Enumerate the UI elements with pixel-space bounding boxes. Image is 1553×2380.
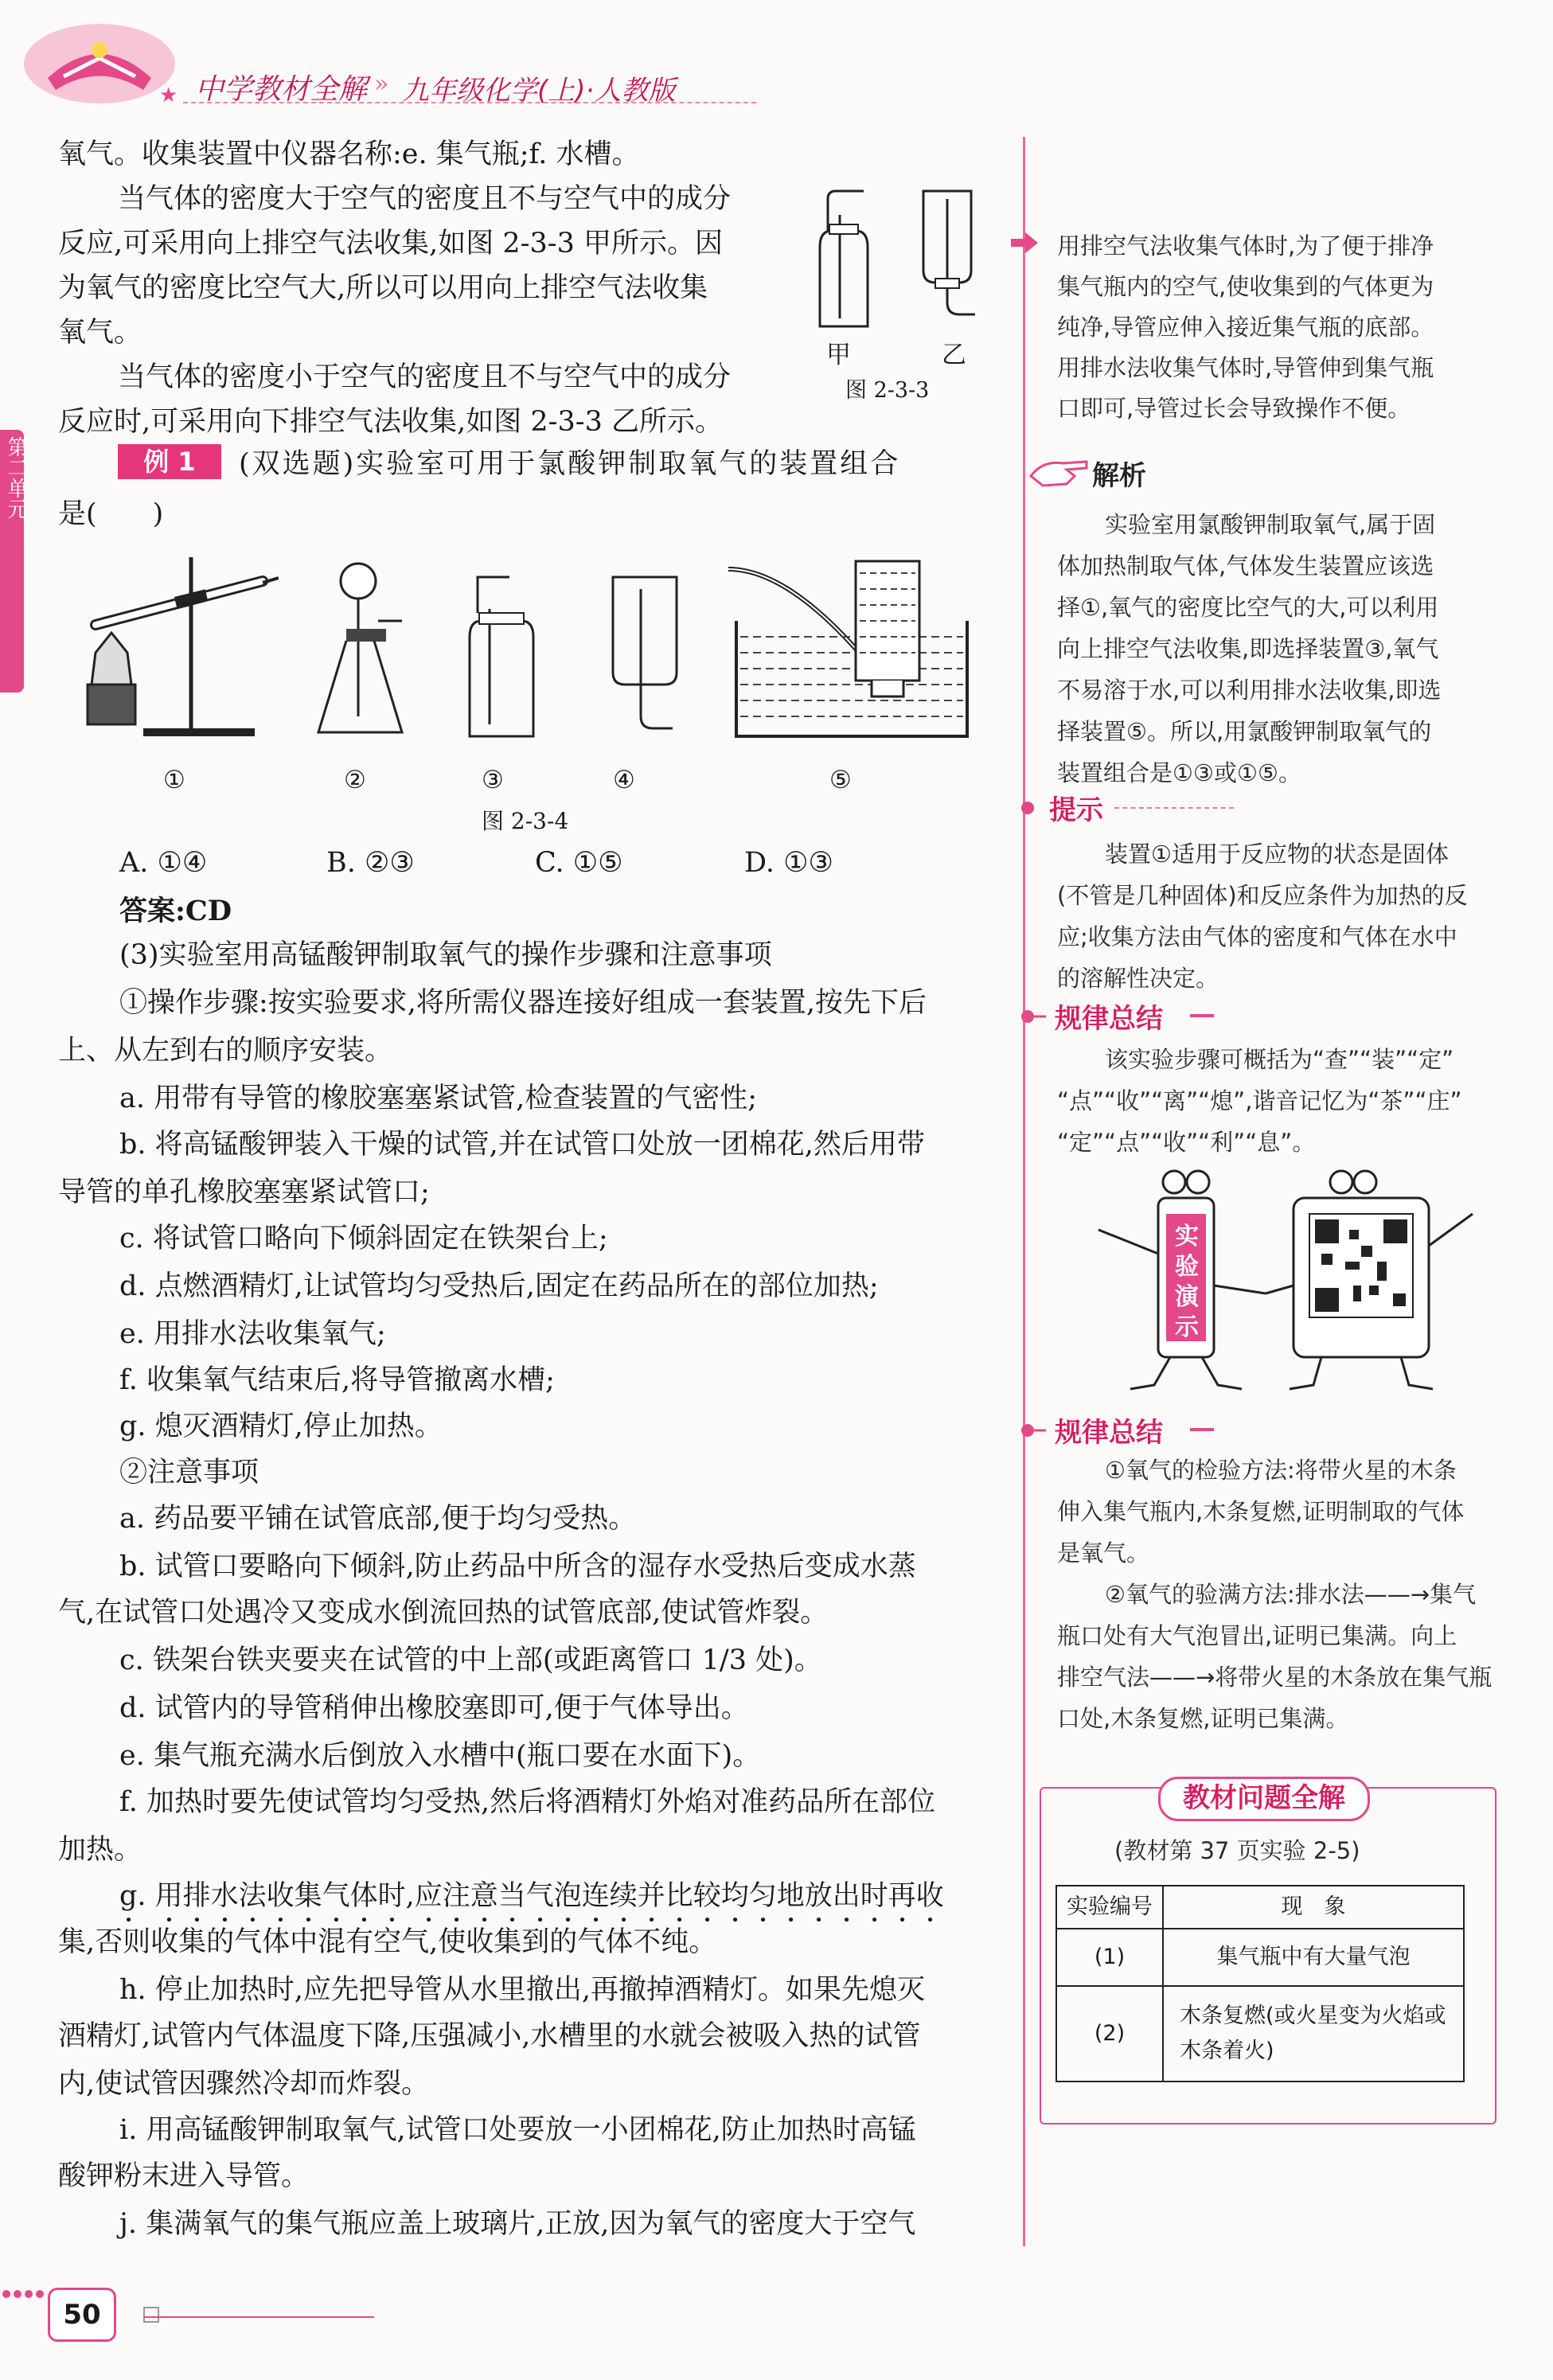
option-b: B. ②③ [326,847,415,879]
paragraph-line: 内,使试管因骤然冷却而炸裂。 [58,2068,430,2100]
table-cell: (2) [1056,1986,1163,2082]
figure-label-a: 甲 [826,341,851,369]
rule-line: 瓶口处有大气泡冒出,证明已集满。向上 [1057,1622,1457,1649]
subsection-heading: ②注意事项 [119,1457,259,1488]
note-item: a. 药品要平铺在试管底部,便于均匀受热。 [119,1503,637,1535]
side-note-line: 集气瓶内的空气,使收集到的气体更为 [1057,273,1434,300]
paragraph-line: 酸钾粉末进入导管。 [58,2160,310,2192]
note-item: g. 用排水法收集气体时,应注意当气泡连续并比较均匀地放出时再收 [119,1880,944,1912]
side-note-line: 口即可,导管过长会导致操作不便。 [1057,395,1411,422]
book-title: 中学教材全解 [195,73,368,106]
apparatus-label-5: ⑤ [829,766,852,794]
example-question: (双选题)实验室可用于氯酸钾制取氧气的装置组合 [239,448,901,480]
book-logo-icon [16,14,183,110]
rule-title: 规律总结 [1055,1003,1163,1035]
analysis-line: 不易溶于水,可以利用排水法收集,即选 [1057,677,1442,704]
rule-line: 该实验步骤可概括为“查”“装”“定” [1105,1046,1454,1073]
table-cell: (1) [1056,1929,1163,1986]
option-a: A. ①④ [119,847,208,879]
apparatus-label-1: ① [163,766,185,794]
gas-bottle-downward-icon [605,569,685,740]
figure-caption: 图 2-3-4 [482,808,569,834]
gas-bottle-upward-icon [462,565,549,740]
experiment-table [1055,1885,1465,2082]
example-tag: 例 1 [118,444,221,479]
downward-collection-bottle-icon [911,183,983,326]
bullet-icon [1016,1005,1048,1028]
rule-line: “定”“点”“收”“利”“息”。 [1057,1129,1316,1156]
rule-line: 口处,木条复燃,证明已集满。 [1057,1705,1349,1732]
paragraph-line: 为氧气的密度比空气大,所以可以用向上排空气法收集 [58,272,708,304]
paragraph-line: ①操作步骤:按实验要求,将所需仪器连接好组成一套装置,按先下后 [119,987,927,1019]
analysis-line: 体加热制取气体,气体发生装置应该选 [1057,552,1434,579]
arrow-right-icon [1009,231,1041,255]
page-header [0,0,1553,119]
paragraph-line: 气,在试管口处遇冷又变成水倒流回热的试管底部,使试管炸裂。 [58,1597,829,1629]
step-item: e. 用排水法收集氧气; [119,1318,386,1350]
paragraph-line: 上、从左到右的顺序安装。 [58,1035,393,1067]
upward-collection-bottle-icon [804,183,884,334]
bullet-icon [1016,1418,1048,1442]
step-item: d. 点燃酒精灯,让试管均匀受热后,固定在药品所在的部位加热; [119,1270,879,1302]
rule-line: ①氧气的检验方法:将带火星的木条 [1105,1457,1457,1484]
footer-line [143,2316,374,2318]
heading-dash [1114,807,1234,809]
tip-line: 的溶解性决定。 [1057,965,1219,992]
figure-caption: 图 2-3-3 [845,378,930,403]
footer-square-icon [143,2307,159,2323]
bullet-icon [1016,796,1040,820]
table-header: 现 象 [1163,1886,1464,1929]
apparatus-label-4: ④ [613,766,635,794]
step-item: c. 将试管口略向下倾斜固定在铁架台上; [119,1223,608,1254]
apparatus-label-3: ③ [482,766,504,794]
note-item: i. 用高锰酸钾制取氧气,试管口处要放一小团棉花,防止加热时高锰 [119,2114,916,2146]
rule-line: ②氧气的验满方法:排水法——→集气 [1105,1581,1477,1608]
note-item: j. 集满氧气的集气瓶应盖上玻璃片,正放,因为氧气的密度大于空气 [119,2208,916,2240]
rule-line: 伸入集气瓶内,木条复燃,证明制取的气体 [1057,1498,1465,1525]
side-note-line: 用排水法收集气体时,导管伸到集气瓶 [1057,354,1434,381]
answer: 答案:CD [119,895,232,927]
analysis-line: 择①,氧气的密度比空气的大,可以利用 [1057,594,1439,621]
page-number: 50 [48,2288,116,2342]
textbook-qa-subtitle: (教材第 37 页实验 2-5) [1114,1837,1360,1864]
rule-title: 规律总结 [1055,1417,1163,1449]
table-row [1056,1929,1464,1986]
note-item: d. 试管内的导管稍伸出橡胶塞即可,便于气体导出。 [119,1692,749,1724]
table-header-row [1056,1886,1464,1929]
note-item: b. 试管口要略向下倾斜,防止药品中所含的湿存水受热后变成水蒸 [119,1551,916,1582]
option-d: D. ①③ [744,847,833,879]
analysis-line: 实验室用氯酸钾制取氧气,属于固 [1105,511,1436,538]
apparatus-label-2: ② [344,766,366,794]
paragraph-line: 当气体的密度大于空气的密度且不与空气中的成分 [118,183,732,215]
chevron-right-icon: » [374,70,389,98]
paragraph-line: 氧气。 [58,317,142,349]
rule-line: 是氧气。 [1057,1539,1150,1567]
side-note-line: 用排空气法收集气体时,为了便于排净 [1057,232,1434,259]
pointing-hand-icon [1027,452,1091,492]
paragraph-line: 酒精灯,试管内气体温度下降,压强减小,水槽里的水就会被吸入热的试管 [58,2020,921,2052]
heading-dash [1190,1428,1214,1431]
paragraph-line: 氧气。收集装置中仪器名称:e. 集气瓶;f. 水槽。 [58,139,640,170]
header-divider [183,102,756,103]
table-row [1056,1986,1464,2082]
note-item: e. 集气瓶充满水后倒放入水槽中(瓶口要在水面下)。 [119,1740,761,1772]
paragraph-line: 当气体的密度小于空气的密度且不与空气中的成分 [118,361,732,393]
section-heading: (3)实验室用高锰酸钾制取氧气的操作步骤和注意事项 [119,939,772,971]
table-cell: 集气瓶中有大量气泡 [1163,1929,1464,1986]
tip-line: 装置①适用于反应物的状态是固体 [1105,841,1449,868]
table-header: 实验编号 [1056,1886,1163,1929]
flask-funnel-apparatus-icon [314,557,418,748]
note-item: h. 停止加热时,应先把导管从水里撤出,再撤掉酒精灯。如果先熄灭 [119,1974,926,2006]
heating-apparatus-icon [56,549,279,748]
paragraph-line: 反应,可采用向上排空气法收集,如图 2-3-3 甲所示。因 [58,228,723,259]
analysis-title: 解析 [1092,460,1146,492]
option-c: C. ①⑤ [535,847,623,879]
note-item: f. 加热时要先使试管均匀受热,然后将酒精灯外焰对准药品所在部位 [119,1786,936,1818]
column-divider [1023,137,1025,2246]
rule-line: 排空气法——→将带火星的木条放在集气瓶 [1057,1664,1493,1691]
svg-text:★: ★ [159,84,178,107]
tip-line: 应;收集方法由气体的密度和气体在水中 [1057,923,1457,950]
book-subtitle: 九年级化学(上)·人教版 [402,75,676,107]
side-note-line: 纯净,导管应伸入接近集气瓶的底部。 [1057,314,1434,341]
table-cell: 木条复燃(或火星变为火焰或木条着火) [1163,1986,1464,2082]
analysis-line: 向上排空气法收集,即选择装置③,氧气 [1057,635,1439,662]
figure-label-b: 乙 [942,341,966,369]
tip-line: (不管是几种固体)和反应条件为加热的反 [1057,882,1468,909]
cartoon-label: 实验演示 [1175,1223,1199,1341]
experiment-demo-cartoon-icon [1083,1166,1496,1397]
water-trough-apparatus-icon [720,549,983,748]
unit-edge-label: 第二单元 [4,436,28,519]
step-item: f. 收集氧气结束后,将导管撤离水槽; [119,1364,555,1396]
heading-dash [1190,1014,1214,1017]
analysis-line: 装置组合是①③或①⑤。 [1057,759,1301,786]
analysis-line: 择装置⑤。所以,用氯酸钾制取氧气的 [1057,718,1432,745]
note-item: c. 铁架台铁夹要夹在试管的中上部(或距离管口 1/3 处)。 [119,1645,822,1676]
paragraph-line: 集,否则收集的气体中混有空气,使收集到的气体不纯。 [58,1926,717,1958]
paragraph-line: 加热。 [58,1834,142,1866]
step-item: a. 用带有导管的橡胶塞塞紧试管,检查装置的气密性; [119,1083,758,1114]
step-item: b. 将高锰酸钾装入干燥的试管,并在试管口处放一团棉花,然后用带 [119,1129,925,1161]
rule-line: “点”“收”“离”“熄”,谐音记忆为“茶”“庄” [1057,1087,1462,1114]
textbook-qa-title: 教材问题全解 [1158,1777,1370,1821]
example-question-end: 是( ) [58,498,164,530]
unit-edge-tab [0,430,28,693]
step-item: g. 熄灭酒精灯,停止加热。 [119,1410,443,1442]
paragraph-line: 反应时,可采用向下排空气法收集,如图 2-3-3 乙所示。 [58,406,723,438]
tip-title: 提示 [1049,794,1103,826]
paragraph-line: 导管的单孔橡胶塞塞紧试管口; [58,1176,430,1208]
